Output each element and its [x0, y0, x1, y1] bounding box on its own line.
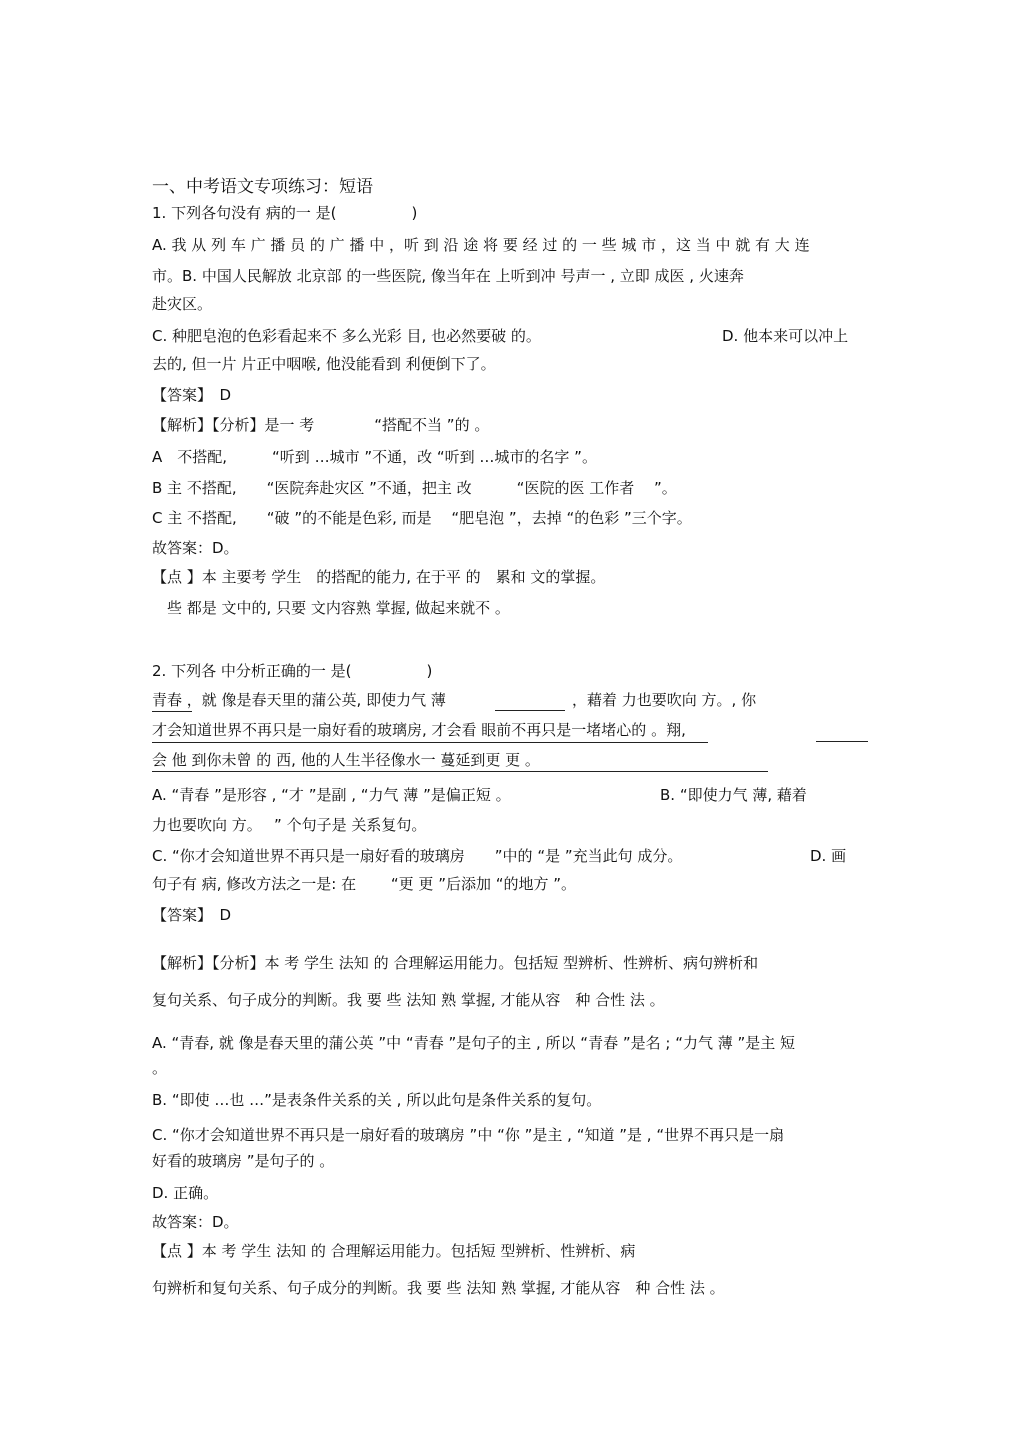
q2-analysis: 【解析】【分析】本 考 学生 法知 的 合理解运用能力。包括短 型辨析、性辨析、病句辨析和: [152, 954, 759, 972]
q2-option-b: B. “即使力气 薄, 藉着: [660, 786, 807, 804]
q2-answer: 【答案】 D: [152, 906, 232, 924]
q2-analysis-a: A. “青春, 就 像是春天里的蒲公英 ”中 “青春 ”是句子的主 , 所以 “青春 ”是名 ; “力气 薄 ”是主 短: [152, 1034, 796, 1052]
q1-comment-2: 些 都是 文中的, 只要 文内容熟 掌握, 做起来就不 。: [152, 599, 510, 617]
q1-analysis-b: B 主 不搭配, “医院奔赴灾区 ”不通，把主 改 “医院的医 工作者 ”。: [152, 479, 677, 497]
q2-analysis-d: D. 正确。: [152, 1184, 219, 1202]
q1-comment: 【点 】本 主要考 学生 的搭配的能力, 在于平 的 累和 文的掌握。: [152, 568, 606, 586]
blank-line: [816, 741, 868, 742]
underline: [152, 711, 192, 712]
underline: [152, 742, 708, 743]
doc-title: 一、中考语文专项练习：短语: [152, 177, 373, 197]
q1-line-1: A. 我 从 列 车 广 播 员 的 广 播 中 ，听 到 沿 途 将 要 经 过 的 一 些 城 市 ，这 当 中 就 有 大 连: [152, 236, 810, 254]
q2-passage-2: 才会知道世界不再只是一扇好看的玻璃房, 才会看 眼前不再只是一堵堵心的 。翔,: [152, 721, 686, 739]
q2-comment-2: 句辨析和复句关系、句子成分的判断。我 要 些 法知 熟 掌握, 才能从容 种 合性 法 。: [152, 1279, 725, 1297]
q2-option-d-cont: 句子有 病, 修改方法之一是: 在 “更 更 ”后添加 “的地方 ”。: [152, 875, 577, 893]
q2-passage-1b: ，藉着 力也要吹向 方。, 你: [572, 691, 757, 709]
q1-line-5: 去的, 但一片 片正中咽喉, 他没能看到 利便倒下了。: [152, 355, 496, 373]
q2-passage-3: 会 他 到你未曾 的 西, 他的人生半径像水一 蔓延到更 更 。: [152, 751, 540, 769]
q2-option-d: D. 画: [810, 847, 847, 865]
q2-stem: 2. 下列各 中分析正确的一 是( ): [152, 662, 433, 680]
underline: [152, 771, 768, 772]
q1-analysis: 【解析】【分析】是一 考 “搭配不当 ”的 。: [152, 416, 490, 434]
q2-analysis-2: 复句关系、句子成分的判断。我 要 些 法知 熟 掌握, 才能从容 种 合性 法 。: [152, 991, 665, 1009]
blank-line: [495, 710, 565, 711]
q1-answer: 【答案】 D: [152, 386, 232, 404]
q1-option-c: C. 种肥皂泡的色彩看起来不 多么光彩 目, 也必然要破 的。: [152, 327, 541, 345]
q2-analysis-b: B. “即使 …也 …”是表条件关系的关 , 所以此句是条件关系的复句。: [152, 1091, 602, 1109]
q2-option-c: C. “你才会知道世界不再只是一扇好看的玻璃房 ”中的 “是 ”充当此句 成分。: [152, 847, 683, 865]
q1-line-3: 赴灾区。: [152, 295, 213, 313]
q2-passage-1a: 青春 ，就 像是春天里的蒲公英, 即使力气 薄: [152, 691, 446, 709]
q1-analysis-a: A 不搭配, “听到 …城市 ”不通，改 “听到 …城市的名字 ”。: [152, 448, 597, 466]
q2-analysis-c: C. “你才会知道世界不再只是一扇好看的玻璃房 ”中 “你 ”是主 , “知道 ”是 , “世界不再只是一扇: [152, 1126, 785, 1144]
q2-conclusion: 故答案：D。: [152, 1213, 239, 1231]
q1-line-2: 市。B. 中国人民解放 北京部 的一些医院, 像当年在 上听到冲 号声一 , 立即 成医 , 火速奔: [152, 267, 744, 285]
q2-analysis-a-cont: 。: [152, 1059, 168, 1077]
q2-option-a: A. “青春 ”是形容 , “才 ”是副 , “力气 薄 ”是偏正短 。: [152, 786, 511, 804]
q1-analysis-c: C 主 不搭配, “破 ”的不能是色彩, 而是 “肥皂泡 ”，去掉 “的色彩 ”三个字。: [152, 509, 692, 527]
q2-option-b-cont: 力也要吹向 方。 ” 个句子是 关系复句。: [152, 816, 427, 834]
q1-option-d: D. 他本来可以冲上: [722, 327, 849, 345]
q1-stem: 1. 下列各句没有 病的一 是( ): [152, 204, 418, 222]
q2-comment: 【点 】本 考 学生 法知 的 合理解运用能力。包括短 型辨析、性辨析、病: [152, 1242, 636, 1260]
q2-analysis-c-cont: 好看的玻璃房 ”是句子的 。: [152, 1152, 335, 1170]
q1-conclusion: 故答案：D。: [152, 539, 239, 557]
